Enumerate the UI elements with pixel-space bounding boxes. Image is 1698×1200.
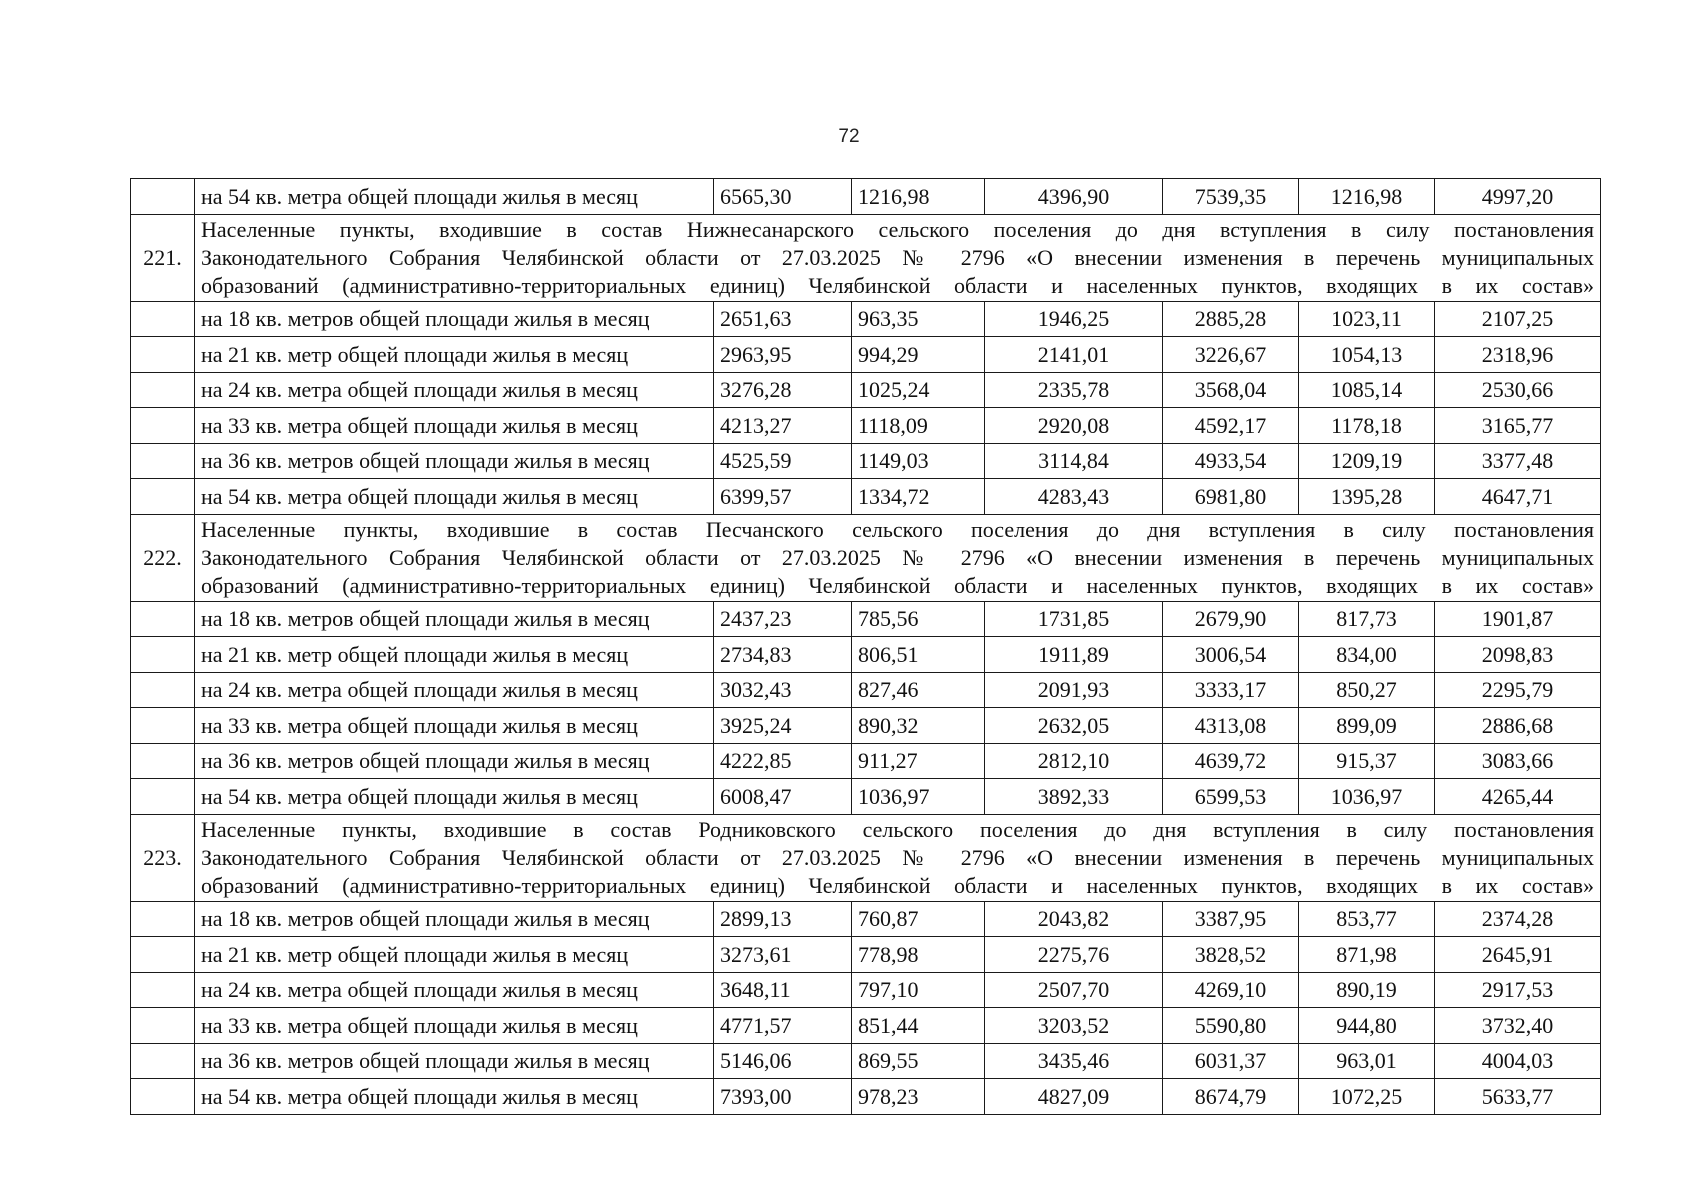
group-description-line: образований (административно-территориальных единиц) Челябинской области и населенных пунктов, входящих в их состав» xyxy=(201,272,1594,298)
value-cell: 3165,77 xyxy=(1435,408,1601,444)
value-cell: 869,55 xyxy=(852,1043,985,1079)
group-number: 222. xyxy=(131,514,195,601)
row-number-cell xyxy=(131,708,195,744)
group-header-row xyxy=(131,214,1601,301)
value-cell: 1178,18 xyxy=(1299,408,1435,444)
value-cell: 806,51 xyxy=(852,637,985,673)
row-number-cell xyxy=(131,179,195,215)
value-cell: 4222,85 xyxy=(714,743,852,779)
table-row xyxy=(131,408,1601,444)
value-cell: 3114,84 xyxy=(985,443,1163,479)
value-cell: 760,87 xyxy=(852,901,985,937)
value-cell: 3083,66 xyxy=(1435,743,1601,779)
value-cell: 1085,14 xyxy=(1299,372,1435,408)
value-cell: 4265,44 xyxy=(1435,779,1601,815)
value-cell: 2043,82 xyxy=(985,901,1163,937)
value-cell: 5590,80 xyxy=(1163,1008,1299,1044)
value-cell: 2091,93 xyxy=(985,672,1163,708)
value-cell: 1209,19 xyxy=(1299,443,1435,479)
value-cell: 853,77 xyxy=(1299,901,1435,937)
row-number-cell xyxy=(131,601,195,637)
group-description xyxy=(195,814,1601,901)
row-label: на 36 кв. метров общей площади жилья в месяц xyxy=(195,743,714,779)
value-cell: 3387,95 xyxy=(1163,901,1299,937)
value-cell: 797,10 xyxy=(852,972,985,1008)
value-cell: 890,32 xyxy=(852,708,985,744)
value-cell: 4639,72 xyxy=(1163,743,1299,779)
value-cell: 1025,24 xyxy=(852,372,985,408)
value-cell: 890,19 xyxy=(1299,972,1435,1008)
row-number-cell xyxy=(131,901,195,937)
value-cell: 2374,28 xyxy=(1435,901,1601,937)
value-cell: 1395,28 xyxy=(1299,479,1435,515)
value-cell: 2963,95 xyxy=(714,337,852,373)
value-cell: 1036,97 xyxy=(852,779,985,815)
value-cell: 1216,98 xyxy=(852,179,985,215)
value-cell: 2098,83 xyxy=(1435,637,1601,673)
row-label: на 33 кв. метра общей площади жилья в месяц xyxy=(195,708,714,744)
row-label: на 54 кв. метра общей площади жилья в месяц xyxy=(195,179,714,215)
value-cell: 1023,11 xyxy=(1299,301,1435,337)
value-cell: 1731,85 xyxy=(985,601,1163,637)
value-cell: 4269,10 xyxy=(1163,972,1299,1008)
value-cell: 1901,87 xyxy=(1435,601,1601,637)
row-number-cell xyxy=(131,637,195,673)
row-label: на 21 кв. метр общей площади жилья в месяц xyxy=(195,937,714,973)
value-cell: 850,27 xyxy=(1299,672,1435,708)
value-cell: 3648,11 xyxy=(714,972,852,1008)
table-row xyxy=(131,743,1601,779)
value-cell: 2899,13 xyxy=(714,901,852,937)
row-label: на 18 кв. метров общей площади жилья в месяц xyxy=(195,901,714,937)
value-cell: 6031,37 xyxy=(1163,1043,1299,1079)
group-description-line: Законодательного Собрания Челябинской области от 27.03.2025 № 2796 «О внесении изменения в перечень муниципальных xyxy=(201,544,1594,570)
value-cell: 6981,80 xyxy=(1163,479,1299,515)
table-row xyxy=(131,637,1601,673)
value-cell: 2917,53 xyxy=(1435,972,1601,1008)
value-cell: 4933,54 xyxy=(1163,443,1299,479)
value-cell: 3732,40 xyxy=(1435,1008,1601,1044)
row-label: на 54 кв. метра общей площади жилья в месяц xyxy=(195,1079,714,1115)
row-label: на 24 кв. метра общей площади жилья в месяц xyxy=(195,672,714,708)
group-description-line: Населенные пункты, входившие в состав Родниковского сельского поселения до дня вступления в силу постановления xyxy=(201,816,1594,842)
value-cell: 871,98 xyxy=(1299,937,1435,973)
value-cell: 2812,10 xyxy=(985,743,1163,779)
value-cell: 4771,57 xyxy=(714,1008,852,1044)
table-row xyxy=(131,1043,1601,1079)
value-cell: 3333,17 xyxy=(1163,672,1299,708)
value-cell: 2107,25 xyxy=(1435,301,1601,337)
table-row xyxy=(131,479,1601,515)
value-cell: 817,73 xyxy=(1299,601,1435,637)
value-cell: 4525,59 xyxy=(714,443,852,479)
tariff-table xyxy=(130,178,1601,1115)
value-cell: 2679,90 xyxy=(1163,601,1299,637)
table-row xyxy=(131,601,1601,637)
group-number: 223. xyxy=(131,814,195,901)
value-cell: 827,46 xyxy=(852,672,985,708)
table-row xyxy=(131,443,1601,479)
row-label: на 33 кв. метра общей площади жилья в месяц xyxy=(195,1008,714,1044)
value-cell: 3892,33 xyxy=(985,779,1163,815)
row-number-cell xyxy=(131,408,195,444)
row-label: на 24 кв. метра общей площади жилья в месяц xyxy=(195,372,714,408)
value-cell: 3435,46 xyxy=(985,1043,1163,1079)
value-cell: 994,29 xyxy=(852,337,985,373)
value-cell: 2530,66 xyxy=(1435,372,1601,408)
row-number-cell xyxy=(131,1008,195,1044)
table-row xyxy=(131,1079,1601,1115)
row-label: на 21 кв. метр общей площади жилья в месяц xyxy=(195,637,714,673)
value-cell: 3568,04 xyxy=(1163,372,1299,408)
value-cell: 1072,25 xyxy=(1299,1079,1435,1115)
value-cell: 2295,79 xyxy=(1435,672,1601,708)
group-description-line: образований (административно-территориальных единиц) Челябинской области и населенных пунктов, входящих в их состав» xyxy=(201,572,1594,598)
row-number-cell xyxy=(131,301,195,337)
value-cell: 963,35 xyxy=(852,301,985,337)
group-description-line: Населенные пункты, входившие в состав Нижнесанарского сельского поселения до дня вступления в силу постановления xyxy=(201,216,1594,242)
value-cell: 1216,98 xyxy=(1299,179,1435,215)
value-cell: 963,01 xyxy=(1299,1043,1435,1079)
row-number-cell xyxy=(131,479,195,515)
value-cell: 785,56 xyxy=(852,601,985,637)
table-row xyxy=(131,179,1601,215)
value-cell: 915,37 xyxy=(1299,743,1435,779)
value-cell: 3006,54 xyxy=(1163,637,1299,673)
value-cell: 2885,28 xyxy=(1163,301,1299,337)
row-number-cell xyxy=(131,779,195,815)
value-cell: 7539,35 xyxy=(1163,179,1299,215)
value-cell: 3377,48 xyxy=(1435,443,1601,479)
value-cell: 2632,05 xyxy=(985,708,1163,744)
table-row xyxy=(131,337,1601,373)
value-cell: 1946,25 xyxy=(985,301,1163,337)
group-description-line: Населенные пункты, входившие в состав Песчанского сельского поселения до дня вступления в силу постановления xyxy=(201,516,1594,542)
value-cell: 2645,91 xyxy=(1435,937,1601,973)
value-cell: 4313,08 xyxy=(1163,708,1299,744)
value-cell: 3032,43 xyxy=(714,672,852,708)
value-cell: 944,80 xyxy=(1299,1008,1435,1044)
value-cell: 4283,43 xyxy=(985,479,1163,515)
row-label: на 36 кв. метров общей площади жилья в месяц xyxy=(195,1043,714,1079)
value-cell: 2920,08 xyxy=(985,408,1163,444)
value-cell: 1036,97 xyxy=(1299,779,1435,815)
value-cell: 4004,03 xyxy=(1435,1043,1601,1079)
table-row xyxy=(131,779,1601,815)
value-cell: 4396,90 xyxy=(985,179,1163,215)
value-cell: 5633,77 xyxy=(1435,1079,1601,1115)
value-cell: 1118,09 xyxy=(852,408,985,444)
value-cell: 4997,20 xyxy=(1435,179,1601,215)
value-cell: 851,44 xyxy=(852,1008,985,1044)
row-label: на 18 кв. метров общей площади жилья в месяц xyxy=(195,601,714,637)
group-header-row xyxy=(131,514,1601,601)
table-row xyxy=(131,301,1601,337)
value-cell: 4827,09 xyxy=(985,1079,1163,1115)
value-cell: 3273,61 xyxy=(714,937,852,973)
table-row xyxy=(131,372,1601,408)
value-cell: 2275,76 xyxy=(985,937,1163,973)
row-label: на 54 кв. метра общей площади жилья в месяц xyxy=(195,479,714,515)
row-number-cell xyxy=(131,1079,195,1115)
group-description-line: образований (административно-территориальных единиц) Челябинской области и населенных пунктов, входящих в их состав» xyxy=(201,872,1594,898)
value-cell: 2886,68 xyxy=(1435,708,1601,744)
row-number-cell xyxy=(131,372,195,408)
value-cell: 7393,00 xyxy=(714,1079,852,1115)
value-cell: 2651,63 xyxy=(714,301,852,337)
row-label: на 36 кв. метров общей площади жилья в месяц xyxy=(195,443,714,479)
group-description xyxy=(195,214,1601,301)
value-cell: 2318,96 xyxy=(1435,337,1601,373)
row-number-cell xyxy=(131,972,195,1008)
value-cell: 2141,01 xyxy=(985,337,1163,373)
group-header-row xyxy=(131,814,1601,901)
value-cell: 4213,27 xyxy=(714,408,852,444)
value-cell: 778,98 xyxy=(852,937,985,973)
table-row xyxy=(131,672,1601,708)
value-cell: 6599,53 xyxy=(1163,779,1299,815)
group-description-line: Законодательного Собрания Челябинской области от 27.03.2025 № 2796 «О внесении изменения в перечень муниципальных xyxy=(201,844,1594,870)
value-cell: 4647,71 xyxy=(1435,479,1601,515)
value-cell: 4592,17 xyxy=(1163,408,1299,444)
row-number-cell xyxy=(131,443,195,479)
table-row xyxy=(131,1008,1601,1044)
group-description-line: Законодательного Собрания Челябинской области от 27.03.2025 № 2796 «О внесении изменения в перечень муниципальных xyxy=(201,244,1594,270)
value-cell: 5146,06 xyxy=(714,1043,852,1079)
value-cell: 1149,03 xyxy=(852,443,985,479)
value-cell: 1911,89 xyxy=(985,637,1163,673)
group-number: 221. xyxy=(131,214,195,301)
table-row xyxy=(131,708,1601,744)
value-cell: 3226,67 xyxy=(1163,337,1299,373)
page-number: 72 xyxy=(838,126,860,147)
row-number-cell xyxy=(131,672,195,708)
row-label: на 21 кв. метр общей площади жилья в месяц xyxy=(195,337,714,373)
row-number-cell xyxy=(131,937,195,973)
group-description xyxy=(195,514,1601,601)
value-cell: 1334,72 xyxy=(852,479,985,515)
row-number-cell xyxy=(131,337,195,373)
value-cell: 1054,13 xyxy=(1299,337,1435,373)
value-cell: 2734,83 xyxy=(714,637,852,673)
table-row xyxy=(131,901,1601,937)
value-cell: 6565,30 xyxy=(714,179,852,215)
value-cell: 6008,47 xyxy=(714,779,852,815)
value-cell: 3925,24 xyxy=(714,708,852,744)
value-cell: 978,23 xyxy=(852,1079,985,1115)
table-row xyxy=(131,972,1601,1008)
table-row xyxy=(131,937,1601,973)
row-label: на 24 кв. метра общей площади жилья в месяц xyxy=(195,972,714,1008)
value-cell: 834,00 xyxy=(1299,637,1435,673)
value-cell: 6399,57 xyxy=(714,479,852,515)
row-label: на 18 кв. метров общей площади жилья в месяц xyxy=(195,301,714,337)
value-cell: 3828,52 xyxy=(1163,937,1299,973)
row-label: на 33 кв. метра общей площади жилья в месяц xyxy=(195,408,714,444)
value-cell: 3203,52 xyxy=(985,1008,1163,1044)
row-number-cell xyxy=(131,1043,195,1079)
value-cell: 2437,23 xyxy=(714,601,852,637)
row-number-cell xyxy=(131,743,195,779)
value-cell: 2507,70 xyxy=(985,972,1163,1008)
value-cell: 3276,28 xyxy=(714,372,852,408)
value-cell: 2335,78 xyxy=(985,372,1163,408)
value-cell: 899,09 xyxy=(1299,708,1435,744)
value-cell: 911,27 xyxy=(852,743,985,779)
row-label: на 54 кв. метра общей площади жилья в месяц xyxy=(195,779,714,815)
value-cell: 8674,79 xyxy=(1163,1079,1299,1115)
